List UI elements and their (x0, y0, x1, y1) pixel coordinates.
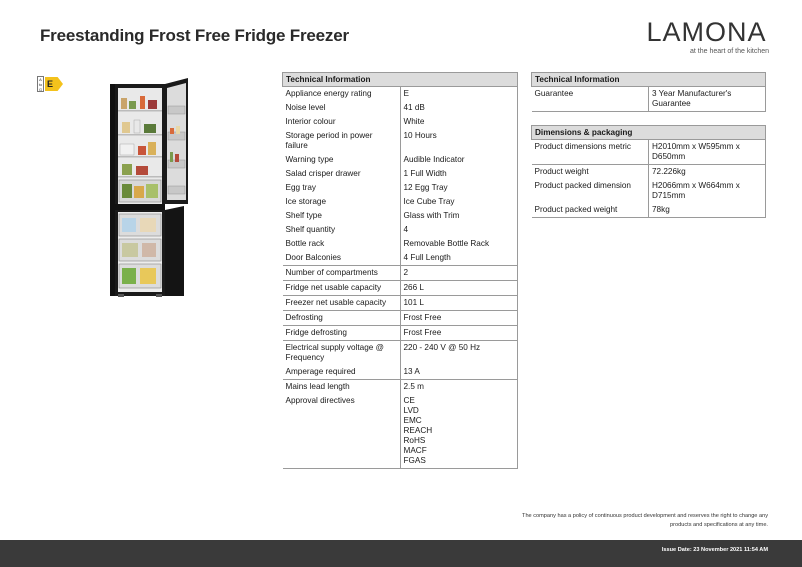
spec-value: 41 dB (400, 101, 518, 115)
spec-value: 10 Hours (400, 129, 518, 153)
table-row (283, 237, 518, 251)
table-row (532, 87, 766, 112)
spec-label: Appliance energy rating (285, 89, 372, 98)
spec-label: Door Balconies (283, 251, 401, 266)
spec-value: 2 (400, 266, 518, 281)
spec-label: Fridge defrosting (283, 326, 401, 341)
spec-label: Product packed weight (532, 203, 649, 218)
table-row (532, 140, 766, 165)
table-row (283, 195, 518, 209)
table-row (283, 87, 518, 102)
table-row (283, 129, 518, 153)
table-row (283, 394, 518, 469)
spec-label: Shelf quantity (285, 225, 336, 234)
spec-value: Removable Bottle Rack (400, 237, 518, 251)
fridge-freezer-image (110, 76, 190, 298)
spec-label: Electrical supply voltage @ Frequency (285, 343, 384, 362)
spec-value: Frost Free (400, 326, 518, 341)
footer-bar (0, 540, 802, 567)
spec-value: 266 L (400, 281, 518, 296)
spec-value: H2010mm x W595mm x D650mm (649, 140, 766, 165)
spec-label: Storage period in power failure (285, 131, 373, 150)
spec-label: Defrosting (283, 311, 401, 326)
spec-label: Guarantee (532, 87, 649, 112)
spec-label: Product weight (534, 167, 589, 176)
spec-value: 12 Egg Tray (400, 181, 518, 195)
spec-value: Glass with Trim (400, 209, 518, 223)
table-row (283, 167, 518, 181)
brand-logo (644, 17, 769, 55)
spec-value: Frost Free (400, 311, 518, 326)
spec-value: Ice Cube Tray (400, 195, 518, 209)
spec-value: E (400, 87, 518, 102)
table-row (283, 223, 518, 237)
spec-value: 101 L (400, 296, 518, 311)
table-row (283, 251, 518, 266)
spec-value: 2.5 m (400, 380, 518, 395)
spec-value: 1 Full Width (400, 167, 518, 181)
technical-information-table (282, 72, 518, 469)
table-row (283, 296, 518, 311)
dimensions-table (531, 125, 766, 218)
spec-label: Shelf type (285, 211, 322, 220)
table-row (283, 115, 518, 129)
spec-value: 78kg (649, 203, 766, 218)
spec-label: Fridge net usable capacity (283, 281, 401, 296)
spec-label: Mains lead length (285, 382, 350, 391)
spec-label: Product packed dimension (534, 181, 631, 190)
spec-value: 220 - 240 V @ 50 Hz (400, 341, 518, 366)
table-row (283, 365, 518, 380)
page-title: Freestanding Frost Free Fridge Freezer (40, 26, 349, 45)
table-row (532, 179, 766, 203)
brand-name: LAMONA (646, 17, 767, 47)
spec-label: Interior colour (285, 117, 336, 126)
table-row (283, 281, 518, 296)
table-row (283, 326, 518, 341)
spec-value: 4 (400, 223, 518, 237)
spec-label: Bottle rack (285, 239, 325, 248)
spec-label: Freezer net usable capacity (283, 296, 401, 311)
spec-label: Salad crisper drawer (285, 169, 361, 178)
table-row (283, 181, 518, 195)
spec-value: 72.226kg (649, 165, 766, 180)
technical-information-heading: Technical Information (283, 73, 518, 87)
policy-note: The company has a policy of continuous product development and reserves the right to change any products and specifications at any time. (522, 513, 768, 528)
table-row (283, 380, 518, 395)
table-row (283, 311, 518, 326)
spec-value: 3 Year Manufacturer's Guarantee (649, 87, 766, 112)
spec-label: Number of compartments (283, 266, 401, 281)
table-row (283, 266, 518, 281)
spec-label: Ice storage (285, 197, 327, 206)
table-row (283, 209, 518, 223)
guarantee-table (531, 72, 766, 112)
spec-value: CE LVD EMC REACH RoHS MACF FGAS (400, 394, 518, 469)
spec-value: 4 Full Length (400, 251, 518, 266)
energy-class: E (47, 79, 54, 89)
spec-value: Audible Indicator (400, 153, 518, 167)
spec-value: White (400, 115, 518, 129)
spec-label: Egg tray (285, 183, 316, 192)
energy-label-badge (37, 76, 65, 92)
spec-label: Warning type (285, 155, 334, 164)
table-row (532, 165, 766, 180)
dimensions-heading: Dimensions & packaging (532, 126, 766, 140)
energy-scale: A to G (38, 77, 43, 92)
issue-date: Issue Date: 23 November 2021 11:54 AM (661, 547, 768, 553)
table-row (283, 101, 518, 115)
table-row (283, 153, 518, 167)
spec-label: Amperage required (283, 365, 401, 380)
spec-label: Noise level (285, 103, 326, 112)
table-row (283, 341, 518, 366)
guarantee-heading: Technical Information (532, 73, 766, 87)
spec-value: 13 A (400, 365, 518, 380)
brand-tagline: at the heart of the kitchen (690, 48, 769, 55)
table-row (532, 203, 766, 218)
spec-value: H2066mm x W664mm x D715mm (649, 179, 766, 203)
spec-label: Approval directives (283, 394, 401, 469)
spec-label: Product dimensions metric (532, 140, 649, 165)
